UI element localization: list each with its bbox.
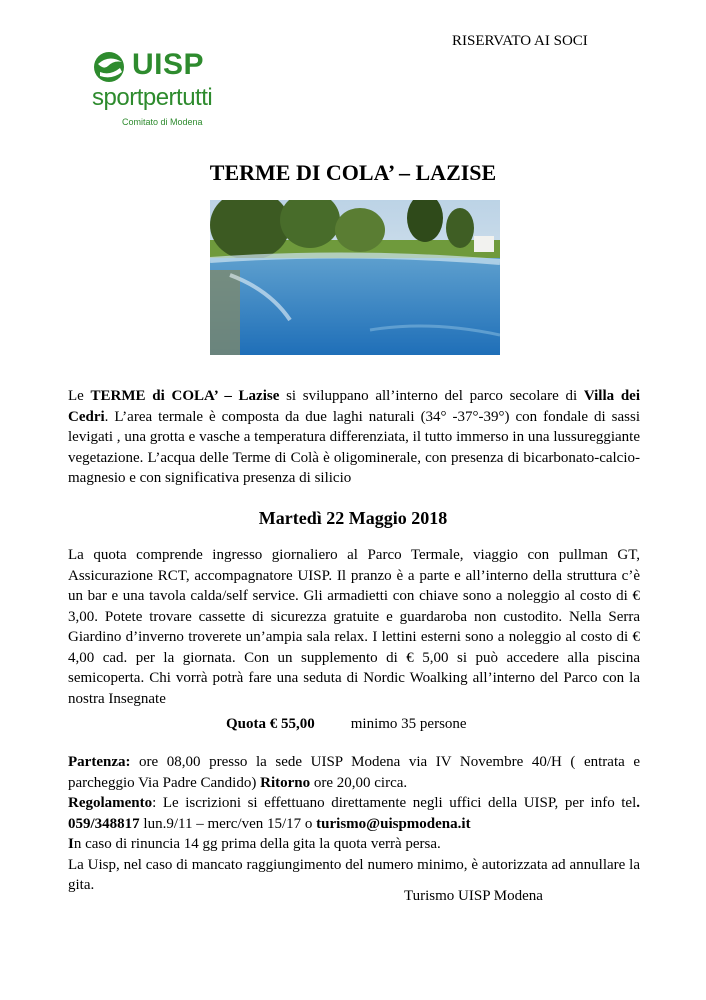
page-title: TERME DI COLA’ – LAZISE — [209, 160, 497, 185]
event-date: Martedì 22 Maggio 2018 — [258, 508, 448, 528]
rules-text: : Le iscrizioni si effettuano direttamente negli uffici della UISP, per info tel — [152, 795, 637, 811]
cancellation-initial: I — [68, 836, 74, 852]
price: Quota € 55,00 — [226, 716, 315, 732]
price-line — [226, 716, 467, 733]
reserved-note: RISERVATO AI SOCI — [452, 33, 588, 49]
departure-label: Partenza: — [68, 754, 131, 770]
return-label: Ritorno — [260, 774, 311, 791]
email-link[interactable]: turismo@uispmodena.it — [316, 815, 471, 832]
minimum-participants: minimo 35 persone — [350, 716, 467, 732]
logo-name: UISP — [132, 48, 205, 81]
phone-number[interactable]: . 059/348817 — [68, 795, 640, 832]
intro-text: . L’area termale è composta da due laghi naturali (34° -37°-39°) con fondale di sassi levigati , una grotta e vasche a temperatura differenziata, il tutto immerso in una lussureggiante vegetazione. L’acqua delle Terme di Colà è oligominerale, con presenza di bicarbonato-calcio-magnesio e con significativa presenza di silicio — [68, 408, 640, 486]
signature: Turismo UISP Modena — [404, 888, 543, 904]
logo-tagline: sportpertutti — [92, 84, 213, 111]
annulment-text: La Uisp, nel caso di mancato raggiungimento del numero minimo, è autorizzata ad annullare la gita. — [68, 856, 640, 893]
intro-text: Le — [68, 388, 91, 404]
uisp-logo — [92, 48, 242, 133]
intro-villa: Villa dei Cedri — [68, 388, 640, 425]
cancellation-text: n caso di rinuncia 14 gg prima della gita la quota verrà persa. — [73, 836, 441, 852]
office-hours: lun.9/11 – merc/ven 15/17 o — [139, 815, 317, 832]
uisp-emblem-icon — [92, 50, 130, 84]
thermal-lake-photo — [210, 200, 500, 355]
intro-text: si sviluppano all’interno del parco secolare di — [279, 388, 584, 404]
departure-text: ore 08,00 presso la sede UISP Modena via IV Novembre 40/H ( entrata e parcheggio Via Padre Candido) — [68, 754, 640, 791]
info-section — [68, 752, 640, 896]
intro-paragraph — [68, 386, 640, 489]
rules-label: Regolamento — [68, 795, 153, 811]
intro-venue: TERME di COLA’ – Lazise — [90, 388, 280, 404]
logo-committee: Comitato di Modena — [122, 117, 203, 127]
details-paragraph: La quota comprende ingresso giornaliero al Parco Termale, viaggio con pullman GT, Assicurazione RCT, accompagnatore UISP. Il pranzo è a parte e all’interno della struttura c’è un bar e una tavola calda/self service. Gli armadietti con chiave sono a noleggio al costo di € 3,00. Potete trovare cassette di sicurezza gratuite e guardaroba non custodito. Nella Serra Giardino d’inverno troverete un’ampia sala relax. I lettini esterni sono a noleggio al costo di € 4,00 cad. per la giornata. Con un supplemento di € 5,00 si può accedere alla piscina semicoperta. Chi vorrà potrà fare una seduta di Nordic Woalking all’interno del Parco con la nostra Insegnate — [68, 547, 640, 707]
return-text: ore 20,00 circa. — [310, 774, 408, 791]
